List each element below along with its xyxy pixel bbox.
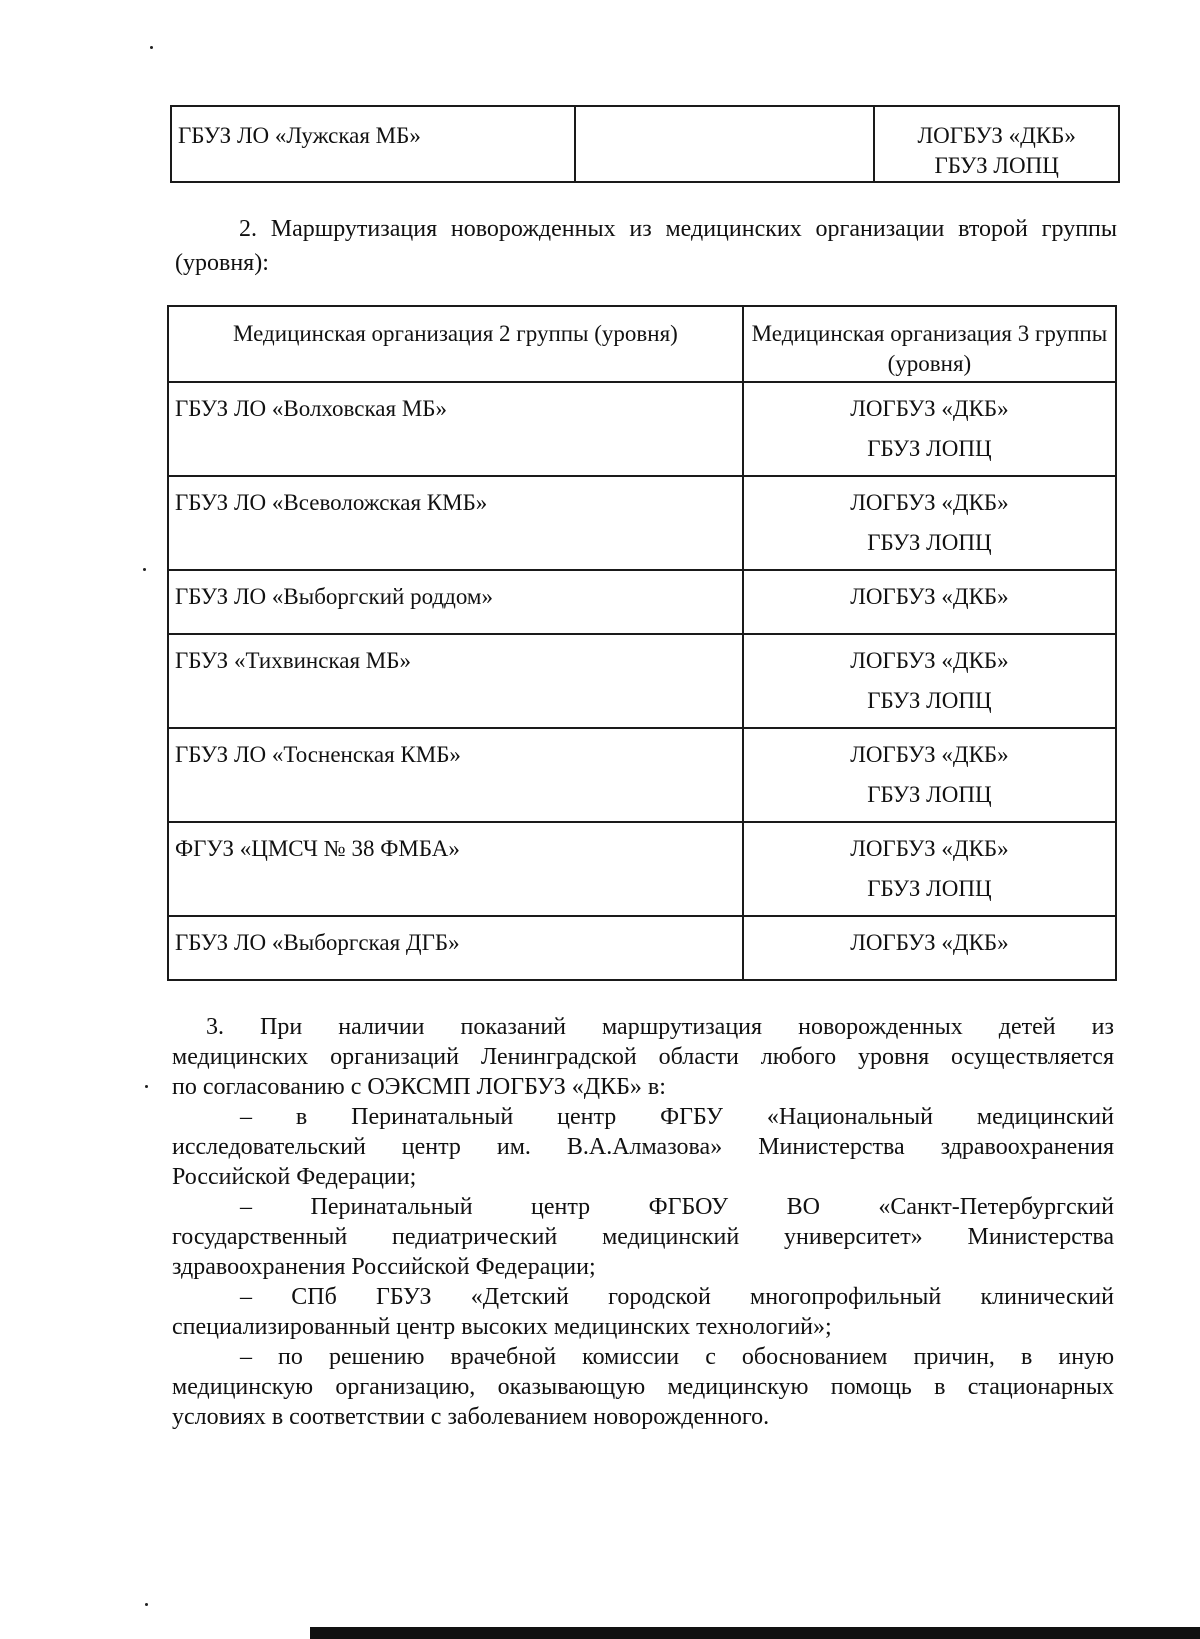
org2-cell: ГБУЗ ЛО «Всеволожская КМБ» — [168, 476, 743, 570]
org3-line: ЛОГБУЗ «ДКБ» — [850, 396, 1009, 421]
scan-edge-bar — [310, 1627, 1200, 1639]
scan-speck — [145, 1085, 148, 1088]
scan-speck — [145, 1603, 148, 1606]
text-line: медицинскую организацию, оказывающую медицинскую помощь в стационарных — [172, 1374, 1114, 1400]
org3-line: ГБУЗ ЛОПЦ — [867, 782, 992, 807]
table-header-row — [168, 306, 1116, 382]
list-item-line: – по решению врачебной комиссии с обоснованием причин, в иную — [240, 1344, 1114, 1370]
org3-cell — [874, 106, 1119, 182]
org3-line: ЛОГБУЗ «ДКБ» — [917, 123, 1076, 148]
org3-line: ГБУЗ ЛОПЦ — [867, 530, 992, 555]
table-row — [168, 916, 1116, 980]
list-item-line: – Перинатальный центр ФГБОУ ВО «Санкт-Петербургский — [240, 1194, 1114, 1220]
org2-cell: ФГУЗ «ЦМСЧ № 38 ФМБА» — [168, 822, 743, 916]
org3-line: ЛОГБУЗ «ДКБ» — [850, 836, 1009, 861]
table-row — [168, 728, 1116, 822]
text-line: Российской Федерации; — [172, 1164, 417, 1190]
org2-cell: ГБУЗ ЛО «Лужская МБ» — [171, 106, 575, 182]
empty-cell — [575, 106, 874, 182]
text-line: здравоохранения Российской Федерации; — [172, 1254, 596, 1280]
table-row — [171, 106, 1119, 182]
org3-cell — [743, 570, 1116, 634]
org2-cell: ГБУЗ ЛО «Тосненская КМБ» — [168, 728, 743, 822]
org3-line: ГБУЗ ЛОПЦ — [867, 688, 992, 713]
table-row — [168, 634, 1116, 728]
section-3-paragraph — [172, 1012, 1114, 1432]
org3-line: ГБУЗ ЛОПЦ — [867, 436, 992, 461]
org2-cell: ГБУЗ «Тихвинская МБ» — [168, 634, 743, 728]
text-line: исследовательский центр им. В.А.Алмазова» Министерства здравоохранения — [172, 1134, 1114, 1160]
org3-cell — [743, 476, 1116, 570]
org3-cell — [743, 728, 1116, 822]
table-row — [168, 822, 1116, 916]
section-2-paragraph: 2. Маршрутизация новорожденных из медицинских организации второй группы (уровня): — [175, 216, 1117, 276]
routing-table — [167, 305, 1117, 981]
org3-line: ЛОГБУЗ «ДКБ» — [850, 648, 1009, 673]
org3-line: ЛОГБУЗ «ДКБ» — [850, 490, 1009, 515]
scan-speck — [150, 46, 153, 49]
text-line: 3. При наличии показаний маршрутизация новорожденных детей из — [206, 1014, 1114, 1040]
header-col2: Медицинская организация 3 группы (уровня) — [743, 306, 1116, 382]
org3-cell — [743, 634, 1116, 728]
org3-line: ГБУЗ ЛОПЦ — [934, 153, 1059, 178]
text-line: по согласованию с ОЭКСМП ЛОГБУЗ «ДКБ» в: — [172, 1074, 666, 1100]
text-line: условиях в соответствии с заболеванием новорожденного. — [172, 1404, 770, 1430]
org2-cell: ГБУЗ ЛО «Выборгская ДГБ» — [168, 916, 743, 980]
table-row — [168, 476, 1116, 570]
org3-cell — [743, 916, 1116, 980]
org3-line: ЛОГБУЗ «ДКБ» — [850, 584, 1009, 609]
org3-line: ЛОГБУЗ «ДКБ» — [850, 742, 1009, 767]
org3-cell — [743, 822, 1116, 916]
table-row — [168, 382, 1116, 476]
list-item-line: – в Перинатальный центр ФГБУ «Национальный медицинский — [240, 1104, 1114, 1130]
top-continuation-table — [170, 105, 1120, 183]
header-col1: Медицинская организация 2 группы (уровня) — [168, 306, 743, 382]
org3-line: ЛОГБУЗ «ДКБ» — [850, 930, 1009, 955]
org2-cell: ГБУЗ ЛО «Волховская МБ» — [168, 382, 743, 476]
text-line: государственный педиатрический медицинский университет» Министерства — [172, 1224, 1114, 1250]
list-item-line: – СПб ГБУЗ «Детский городской многопрофильный клинический — [240, 1284, 1114, 1310]
org3-cell — [743, 382, 1116, 476]
org2-cell: ГБУЗ ЛО «Выборгский роддом» — [168, 570, 743, 634]
table-row — [168, 570, 1116, 634]
org3-line: ГБУЗ ЛОПЦ — [867, 876, 992, 901]
text-line: медицинских организаций Ленинградской области любого уровня осуществляется — [172, 1044, 1114, 1070]
scan-speck — [143, 568, 146, 571]
text-line: специализированный центр высоких медицинских технологий»; — [172, 1314, 832, 1340]
